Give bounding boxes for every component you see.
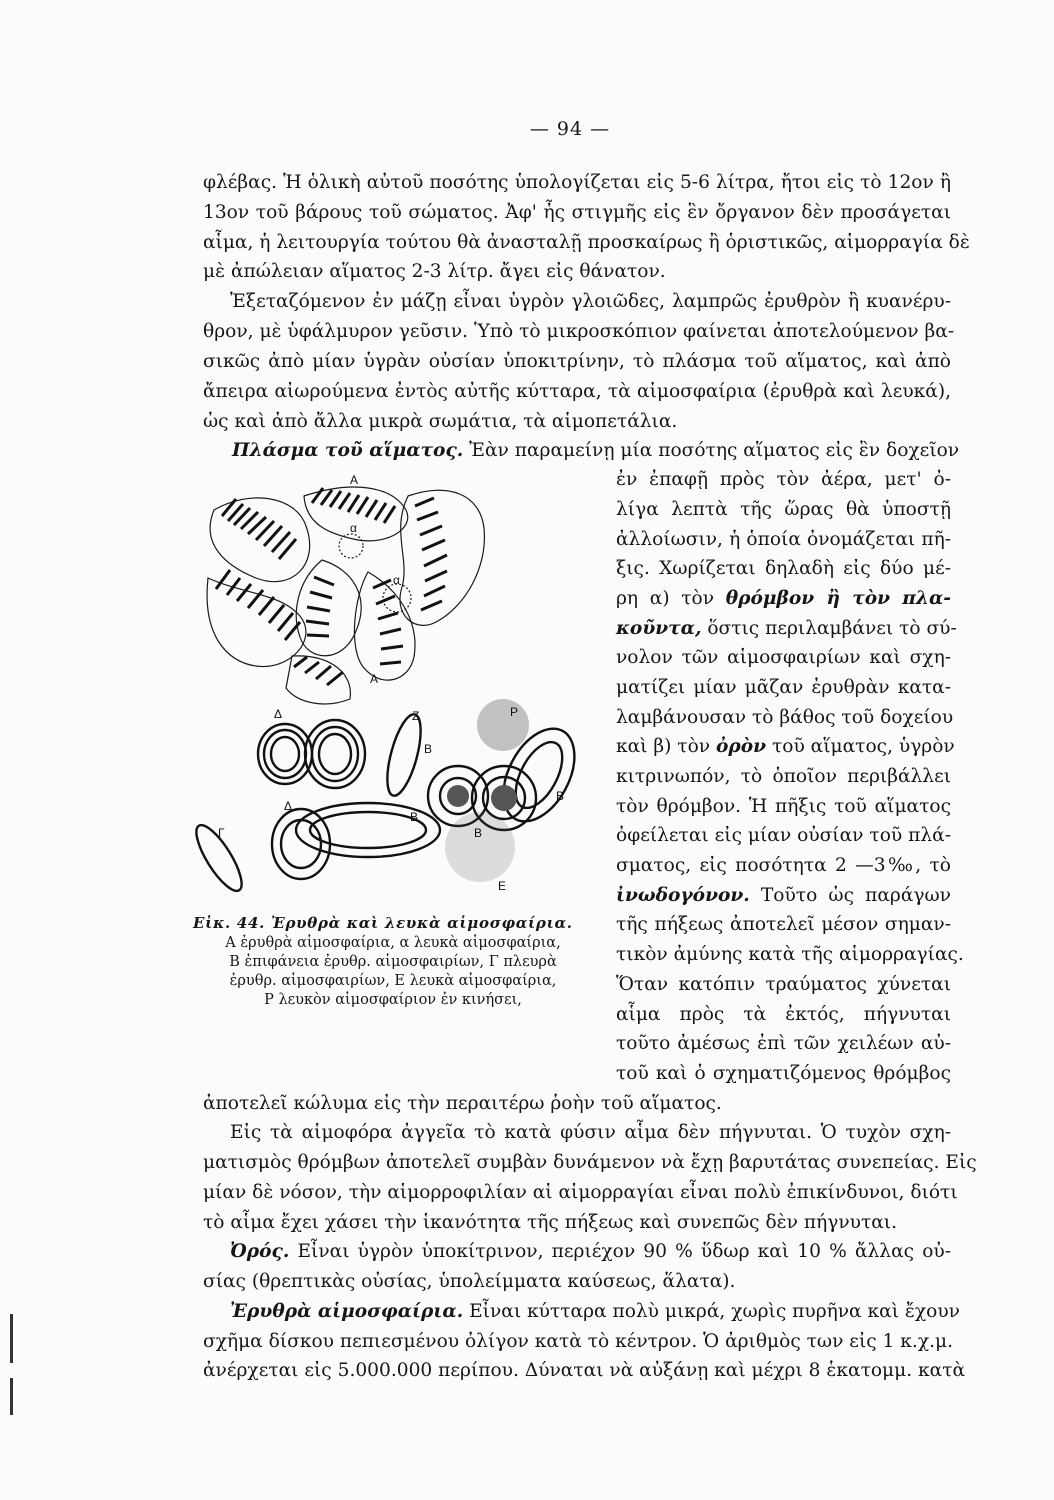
text-line: τοῦτο ἀμέσως ἐπὶ τῶν χειλέων αὐ- (616, 1033, 951, 1054)
text-line: τικὸν ἀμύνης κατὰ τῆς αἱμορραγίας. (616, 944, 964, 965)
text-line: ἄπειρα αἰωρούμενα ἐντὸς αὐτῆς κύτταρα, τὰ αἱμοσφαίρια (ἐρυθρὰ καὶ λευκά), (203, 381, 951, 402)
figure-label: Δ (274, 707, 283, 721)
text-line: ξις. Χωρίζεται δηλαδὴ εἰς δύο μέ- (616, 558, 951, 579)
text-line (616, 735, 955, 759)
text-line: λαμβάνουσαν τὸ βάθος τοῦ δοχείου (616, 707, 954, 728)
serum-heading: Ὀρός. (230, 1241, 290, 1262)
plasma-heading: Πλάσμα τοῦ αἵματος. (232, 440, 464, 461)
plasma-first-line (232, 439, 960, 463)
thrombus-term: θρόμβον ἢ τὸν πλα- (725, 588, 951, 609)
text-line: κιτρινωπόν, τὸ ὁποῖον περιβάλλει (616, 766, 951, 787)
figure-label: Α (350, 473, 359, 487)
plakounta-term: κοῦντα, (616, 618, 702, 639)
text-line: ὡς καὶ ἀπὸ ἄλλα μικρὰ σωμάτια, τὰ αἱμοπετάλια. (203, 411, 678, 432)
text-line: λίγα λεπτὰ τῆς ὥρας θὰ ὑποστῇ (616, 499, 951, 520)
figure-label: Α (370, 672, 379, 686)
figure-caption-line: ἐρυθρ. αἱμοσφαιρίων, Ε λευκὰ αἱμοσφαίρια, (229, 973, 557, 989)
text-line: θρον, μὲ ὑφάλμυρον γεῦσιν. Ὑπὸ τὸ μικροσκόπιον φαίνεται ἀποτελούμενον βα- (203, 321, 955, 342)
text-line: σίας (θρεπτικὰς οὐσίας, ὑπολείμματα καύσεως, ἅλατα). (203, 1271, 736, 1292)
blood-cells-illustration (188, 468, 596, 906)
figure-label: Ρ (510, 705, 519, 719)
text-line: μίαν δὲ νόσον, τὴν αἱμορροφιλίαν αἱ αἱμορραγίαι εἶναι πολὺ ἐπικίνδυνοι, διότι (203, 1182, 958, 1203)
paragraph-3-continuation: ἀποτελεῖ κώλυμα εἰς τὴν περαιτέρω ῥοὴν τοῦ αἵματος. (203, 1093, 722, 1114)
text-line (616, 884, 951, 908)
text-line: ἀνέρχεται εἰς 5.000.000 περίπου. Δύναται νὰ αὐξάνῃ καὶ μέχρι 8 ἑκατομμ. κατὰ (203, 1360, 966, 1381)
page-number: — 94 — (529, 118, 611, 140)
figure-caption-line: Ρ λευκὸν αἱμοσφαίριον ἐν κινήσει, (264, 992, 522, 1008)
margin-mark (10, 1314, 13, 1363)
figure-label: Β (474, 826, 483, 840)
text-line: τοῦ καὶ ὁ σχηματιζόμενος θρόμβος (616, 1063, 951, 1084)
figure-label: Γ (218, 826, 225, 840)
figure-label: Δ (284, 799, 293, 813)
fibrinogen-term: ἰνωδογόνον. (616, 885, 750, 906)
text-line: μὲ ἀπώλειαν αἵματος 2-3 λίτρ. ἄγει εἰς θάνατον. (203, 261, 666, 282)
figure-label: Β (424, 742, 433, 756)
text-fragment: Εἶναι κύτταρα πολὺ μικρά, χωρὶς πυρῆνα καὶ ἔχουν (463, 1301, 960, 1322)
figure-label: α (350, 521, 357, 535)
text-line: ματισμὸς θρόμβων ἀποτελεῖ συμβὰν δυνάμενον νὰ ἔχῃ βαρυτάτας συνεπείας. Εἰς (203, 1152, 977, 1173)
text-line: νολον τῶν αἱμοσφαιρίων καὶ σχη- (616, 647, 951, 668)
text-fragment: Εἶναι ὑγρὸν ὑποκίτρινον, περιέχον 90 % ὕδωρ καὶ 10 % ἄλλας οὐ- (289, 1241, 951, 1262)
text-line: αἷμα πρὸς τὰ ἐκτός, πήγνυται (616, 1004, 951, 1025)
figure-caption-line: Β ἐπιφάνεια ἐρυθρ. αἱμοσφαιρίων, Γ πλευρὰ (229, 954, 557, 970)
text-line: σικῶς ἀπὸ μίαν ὑγρὰν οὐσίαν ὑποκιτρίνην, τὸ πλάσμα τοῦ αἵματος, καὶ ἀπὸ (203, 351, 951, 372)
figure-label: α (393, 573, 400, 587)
rbc-paragraph-first-line (230, 1300, 960, 1324)
text-line: αἷμα, ἡ λειτουργία τούτου θὰ ἀνασταλῇ προσκαίρως ἢ ὁριστικῶς, αἱμορραγία δὲ (203, 232, 970, 253)
figure-caption-title: Εἰκ. 44. Ἐρυθρὰ καὶ λευκὰ αἱμοσφαίρια. (193, 914, 573, 932)
text-line: ματίζει μίαν μᾶζαν ἐρυθρὰν κατα- (616, 677, 951, 698)
rbc-heading: Ἐρυθρὰ αἱμοσφαίρια. (230, 1301, 464, 1322)
text-line: Εἰς τὰ αἱμοφόρα ἀγγεῖα τὸ κατὰ φύσιν αἷμα δὲν πήγνυται. Ὁ τυχὸν σχη- (230, 1122, 951, 1143)
text-line: ἀλλοίωσιν, ἡ ὁποία ὀνομάζεται πῆ- (616, 529, 951, 550)
text-line: Ὅταν κατόπιν τραύματος χύνεται (616, 974, 951, 995)
figure-label: Β (556, 789, 565, 803)
text-line: 13ον τοῦ βάρους τοῦ σώματος. Ἀφ' ἧς στιγμῆς εἰς ἓν ὄργανον δὲν προσάγεται (203, 202, 951, 223)
text-line: ὀφείλεται εἰς μίαν οὐσίαν τοῦ πλά- (616, 825, 951, 846)
plasma-first-text: Ἐὰν παραμείνῃ μία ποσότης αἵματος εἰς ἓν δοχεῖον (463, 440, 960, 461)
text-fragment: ρη α) τὸν (616, 588, 715, 609)
text-line: τὸ αἷμα ἔχει χάσει τὴν ἱκανότητα τῆς πήξεως καὶ συνεπῶς δὲν πήγνυται. (203, 1212, 897, 1233)
text-fragment: Τοῦτο ὡς παράγων (760, 885, 951, 906)
text-line: Ἐξεταζόμενον ἐν μάζῃ εἶναι ὑγρὸν γλοιῶδες, λαμπρῶς ἐρυθρὸν ἢ κυανέρυ- (230, 291, 951, 312)
text-fragment: ὅστις περιλαμβάνει τὸ σύ- (701, 618, 957, 639)
text-line: τῆς πήξεως ἀποτελεῖ μέσον σημαν- (616, 914, 951, 935)
figure-label: Β (410, 810, 419, 824)
text-line: ἐν ἐπαφῇ πρὸς τὸν ἀέρα, μετ' ὀ- (616, 469, 951, 490)
figure-label: Ζ (412, 709, 420, 723)
text-line: φλέβας. Ἡ ὁλικὴ αὐτοῦ ποσότης ὑπολογίζεται εἰς 5-6 λίτρα, ἤτοι εἰς τὸ 12ον ἢ (203, 172, 951, 193)
margin-mark (10, 1378, 13, 1415)
serum-term: ὀρὸν (716, 736, 767, 757)
figure-caption-line: Α ἐρυθρὰ αἱμοσφαίρια, α λευκὰ αἱμοσφαίρια, (225, 935, 561, 951)
figure-label: Ε (498, 879, 507, 893)
text-line: σματος, εἰς ποσότητα 2 —3‰, τὸ (616, 855, 951, 876)
text-line (616, 617, 957, 641)
text-line: σχῆμα δίσκου πεπιεσμένου ὀλίγον κατὰ τὸ κέντρον. Ὁ ἀριθμὸς των εἰς 1 κ.χ.μ. (203, 1331, 953, 1352)
text-fragment: τοῦ αἵματος, ὑγρὸν (766, 736, 955, 757)
text-line: τὸν θρόμβον. Ἡ πῆξις τοῦ αἵματος (616, 796, 951, 817)
text-line-thrombus (616, 587, 951, 611)
text-fragment: καὶ β) τὸν (616, 736, 711, 757)
serum-paragraph-first-line (230, 1240, 951, 1264)
